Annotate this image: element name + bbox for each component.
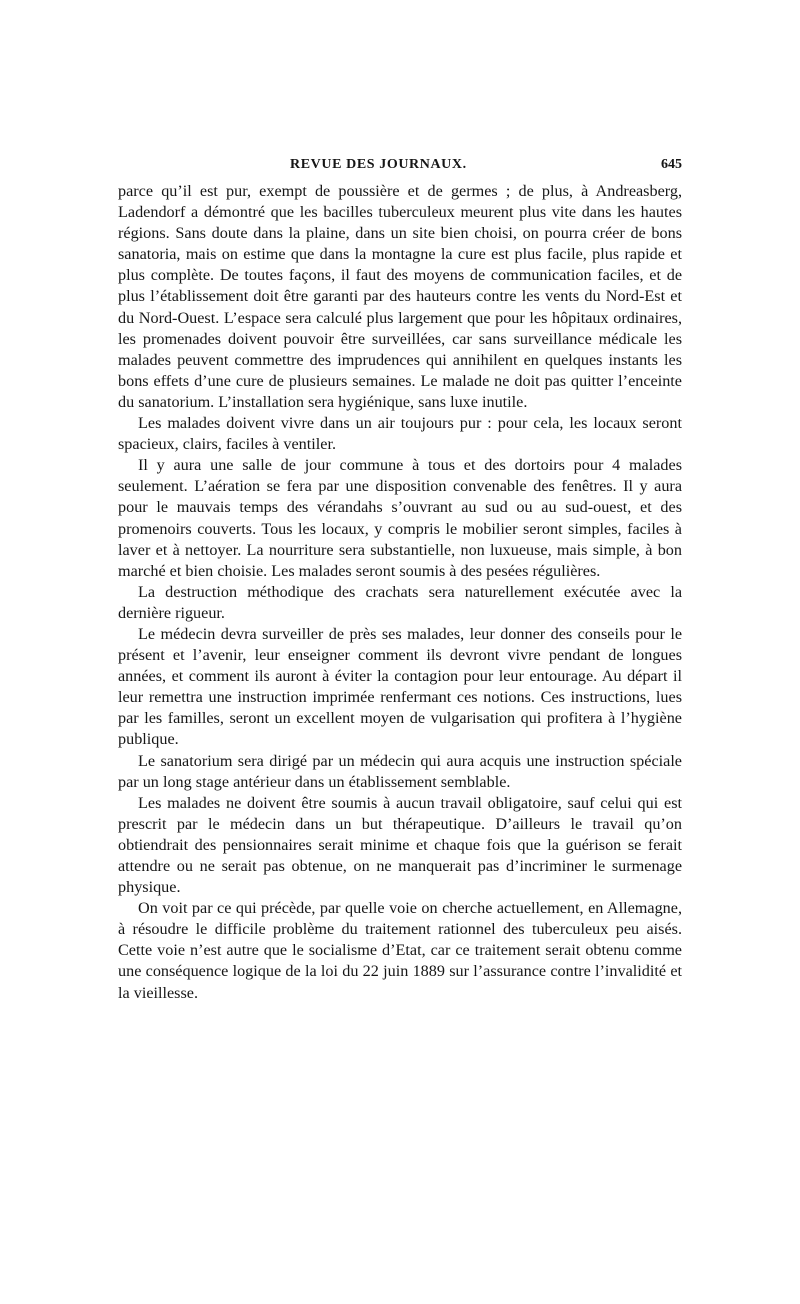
page-number: 645 xyxy=(661,157,682,172)
paragraph-direction: Le sanatorium sera dirigé par un médecin qui aura acquis une instruction spéciale par un long stage antérieur dans un établissement semblable. xyxy=(118,751,682,791)
document-page xyxy=(118,157,682,1004)
body-text xyxy=(118,181,682,1004)
paragraph-continuation: parce qu’il est pur, exempt de poussière et de germes ; de plus, à Andreasberg, Ladendorf a démontré que les bacilles tuberculeux meurent plus vite dans les hautes régions. Sans doute dans la plaine, dans un site bien choisi, on pourra créer de bons sanatoria, mais on estime que dans la montagne la cure est plus facile, plus rapide et plus complète. De toutes façons, il faut des moyens de communication faciles, et de plus l’établissement doit être garanti par des hauteurs contre les vents du Nord-Est et du Nord-Ouest. L’espace sera calculé plus largement que pour les hôpitaux ordinaires, les promenades doivent pouvoir être surveillées, car sans surveillance médicale les malades peuvent commettre des imprudences qui annihilent en quelques instants les bons effets d’une cure de plusieurs semaines. Le malade ne doit pas quitter l’enceinte du sanatorium. L’installation sera hygiénique, sans luxe inutile. xyxy=(118,182,682,411)
running-head: REVUE DES JOURNAUX. xyxy=(290,157,467,172)
page-header xyxy=(118,157,682,179)
paragraph-conclusion: On voit par ce qui précède, par quelle voie on cherche actuellement, en Allemagne, à résoudre le difficile problème du traitement rationnel des tuberculeux peu aisés. Cette voie n’est autre que le socialisme d’Etat, car ce traitement serait obtenu comme une conséquence logique de la loi du 22 juin 1889 sur l’assurance contre l’invalidité et la vieillesse. xyxy=(118,899,682,1002)
paragraph-air: Les malades doivent vivre dans un air toujours pur : pour cela, les locaux seront spacieux, clairs, faciles à ventiler. xyxy=(118,414,682,454)
paragraph-travail: Les malades ne doivent être soumis à aucun travail obligatoire, sauf celui qui est prescrit par le médecin dans un but thérapeutique. D’ailleurs le travail qu’on obtiendrait des pensionnaires serait minime et chaque fois que la guérison se ferait attendre ou ne serait pas obtenue, on ne manquerait pas d’incriminer le surmenage physique. xyxy=(118,793,682,897)
paragraph-dortoirs: Il y aura une salle de jour commune à tous et des dortoirs pour 4 malades seulement. L’aération se fera par une disposition convenable des fenêtres. Il y aura pour le mauvais temps des vérandahs s’ouvrant au sud ou au sud-ouest, et des promenoirs couverts. Tous les locaux, y compris le mobilier seront simples, faciles à laver et à nettoyer. La nourriture sera substantielle, non luxueuse, mais simple, à bon marché et bien choisie. Les malades seront soumis à des pesées régulières. xyxy=(118,456,682,580)
paragraph-crachats: La destruction méthodique des crachats sera naturellement exécutée avec la dernière rigueur. xyxy=(118,582,682,622)
paragraph-medecin: Le médecin devra surveiller de près ses malades, leur donner des conseils pour le présent et l’avenir, leur enseigner comment ils devront vivre pendant de longues années, et comment ils auront à éviter la contagion pour leur entourage. Au départ il leur remettra une instruction imprimée renfermant ces notions. Ces instructions, lues par les familles, seront un excellent moyen de vulgarisation qui profitera à l’hygiène publique. xyxy=(118,624,682,749)
